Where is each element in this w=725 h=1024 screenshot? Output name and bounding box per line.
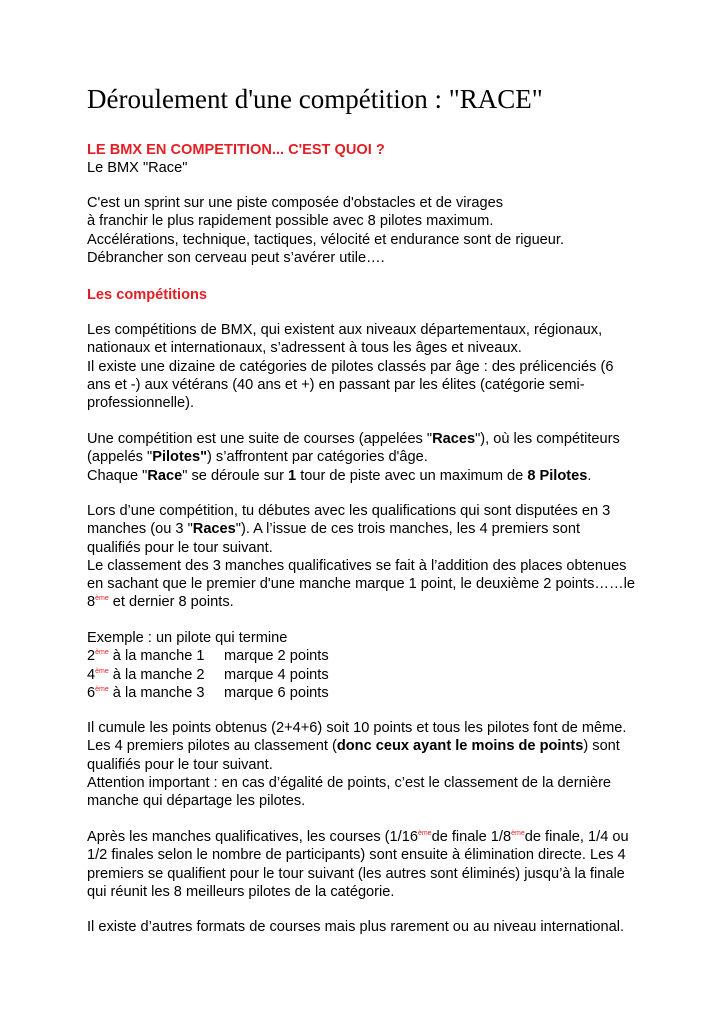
text-line: Il existe d’autres formats de courses mais plus rarement ou au niveau international. (87, 919, 624, 935)
text-line: qualifiés pour le tour suivant. (87, 756, 273, 773)
paragraph-qualifications (87, 502, 657, 612)
text-line: 8ème et dernier 8 points. (87, 594, 234, 611)
text-line: qualifiés pour le tour suivant. (87, 539, 273, 556)
text-line: Les compétitions de BMX, qui existent aux niveaux départementaux, régionaux, (87, 322, 603, 338)
text-line: premiers se qualifient pour le tour suivant (les autres sont éliminés) jusqu’à la finale (87, 865, 625, 882)
bold-8-pilotes: 8 Pilotes (527, 467, 588, 484)
superscript-eme: ème (95, 685, 109, 693)
paragraph-cumul (87, 719, 657, 810)
text-line: manche qui départage les pilotes. (87, 793, 306, 810)
text-line: nationaux et internationaux, s’adressent à tous les âges et niveaux. (87, 340, 522, 357)
example-block (87, 629, 657, 702)
superscript-eme: ème (417, 830, 432, 837)
text-line: Il existe une dizaine de catégories de pilotes classés par âge : des prélicenciés (6 (87, 358, 614, 375)
paragraph-other-formats (87, 918, 657, 936)
text-line: en sachant que le premier d'une manche marque 1 point, le deuxième 2 points……le (87, 576, 635, 593)
page-title: Déroulement d'une compétition : "RACE" (87, 84, 543, 114)
example-row: 4ème à la manche 2 marque 4 points (87, 666, 329, 683)
bold-race: Race (147, 467, 183, 484)
paragraph-sprint (87, 194, 657, 267)
paragraph-races (87, 430, 657, 485)
text-line: 1/2 finales selon le nombre de participants) sont ensuite à élimination directe. Les 4 (87, 847, 626, 864)
text-line: manches (ou 3 "Races"). A l’issue de ces trois manches, les 4 premiers sont (87, 521, 581, 538)
text-line: (appelés "Pilotes") s’affrontent par catégories d'âge. (87, 449, 428, 466)
text-line: Le classement des 3 manches qualificatives se fait à l’addition des places obtenues (87, 557, 627, 574)
example-points: marque 4 points (224, 666, 329, 683)
superscript-eme: ème (511, 830, 525, 837)
example-points: marque 6 points (224, 684, 329, 701)
text-line: Attention important : en cas d’égalité de points, c’est le classement de la dernière (87, 774, 612, 791)
text-line: professionnelle). (87, 395, 195, 412)
paragraph-categories (87, 321, 657, 412)
text-line: qui réunit les 8 meilleurs pilotes de la catégorie. (87, 883, 395, 900)
text-line: Une compétition est une suite de courses (appelées "Races"), où les compétiteurs (87, 431, 620, 447)
text-line: ans et -) aux vétérans (40 ans et +) en passant par les élites (catégorie semi- (87, 376, 585, 393)
text-line: Il cumule les points obtenus (2+4+6) soit 10 points et tous les pilotes font de même. (87, 720, 627, 736)
bold-one: 1 (288, 467, 297, 484)
superscript-eme: ème (95, 595, 109, 603)
bold-races: Races (432, 431, 476, 447)
section-heading-competitions: Les compétitions (87, 287, 208, 303)
superscript-eme: ème (95, 667, 109, 675)
text-line: Les 4 premiers pilotes au classement (donc ceux ayant le moins de points) sont (87, 738, 620, 755)
example-row: 2ème à la manche 1 marque 2 points (87, 648, 329, 665)
bold-races: Races (192, 521, 236, 538)
example-intro: Exemple : un pilote qui termine (87, 630, 288, 646)
subheading-bmx-race: Le BMX "Race" (87, 160, 188, 177)
text-line: à franchir le plus rapidement possible avec 8 pilotes maximum. (87, 213, 494, 230)
text-line: Lors d’une compétition, tu débutes avec les qualifications qui sont disputées en 3 (87, 503, 611, 519)
paragraph-elimination (87, 828, 657, 901)
text-line: Débrancher son cerveau peut s’avérer utile…. (87, 249, 385, 266)
section-intro (87, 141, 657, 178)
example-row: 6ème à la manche 3 marque 6 points (87, 684, 329, 701)
text-line: Accélérations, technique, tactiques, vélocité et endurance sont de rigueur. (87, 231, 565, 248)
superscript-eme: ème (95, 649, 109, 657)
section-heading-bmx: LE BMX EN COMPETITION... C'EST QUOI ? (87, 142, 385, 158)
text-line: Chaque "Race" se déroule sur 1 tour de piste avec un maximum de 8 Pilotes. (87, 467, 592, 484)
text-line: C'est un sprint sur une piste composée d'obstacles et de virages (87, 195, 504, 211)
example-points: marque 2 points (224, 648, 329, 665)
text-line: Après les manches qualificatives, les courses (1/16èmede finale 1/8èmede finale, 1/4 ou (87, 829, 629, 845)
bold-least-points: donc ceux ayant le moins de points (336, 738, 584, 755)
bold-pilotes: Pilotes" (152, 449, 207, 466)
section-competitions (87, 286, 657, 304)
